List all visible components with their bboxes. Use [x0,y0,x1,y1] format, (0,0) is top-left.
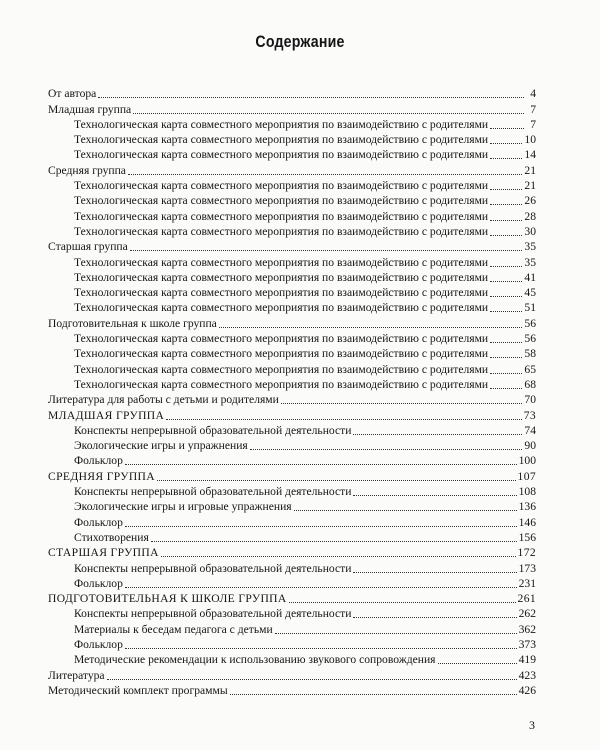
toc-entry-title: От автора [48,87,97,101]
toc-entry [48,101,536,116]
toc-entry-title: Технологическая карта совместного мероприятия по взаимодействию с родителями [74,148,489,162]
toc-entry [48,484,536,499]
toc-entry [48,667,536,682]
toc-entry [48,591,536,606]
toc-entry [48,224,536,239]
toc-entry-page: 56 [524,316,536,330]
toc-entry-title: Методический комплект программы [48,683,228,697]
toc-entry-title: Технологическая карта совместного мероприятия по взаимодействию с родителями [74,179,489,193]
toc-entry-page: 4 [530,87,536,101]
dot-leader [490,266,522,267]
toc-entry-title: Технологическая карта совместного мероприятия по взаимодействию с родителями [74,377,489,391]
toc-entry-page: 362 [518,622,536,636]
dot-leader [281,403,523,404]
toc-entry-page: 419 [518,653,536,667]
toc-entry-page: 90 [524,439,536,453]
toc-entry-title: Технологическая карта совместного мероприятия по взаимодействию с родителями [74,224,489,238]
dot-leader [490,189,522,190]
toc-entry [48,346,536,361]
dot-leader [107,679,517,680]
toc-entry-title: МЛАДШАЯ ГРУППА [48,408,165,422]
toc-entry-page: 30 [524,224,536,238]
toc-entry [48,147,536,162]
toc-entry-page: 423 [518,668,536,682]
dot-leader [490,357,522,358]
toc-entry-title: Подготовительная к школе группа [48,316,217,330]
toc-entry-title: Старшая группа [48,240,128,254]
toc-entry-page: 156 [518,530,536,544]
dot-leader [353,495,516,496]
toc-entry-page: 108 [518,485,536,499]
dot-leader [250,449,523,450]
dot-leader [133,113,524,114]
toc-entry-page: 173 [518,561,536,575]
toc-entry-title: Технологическая карта совместного мероприятия по взаимодействию с родителями [74,133,489,147]
toc-entry-title: Технологическая карта совместного мероприятия по взаимодействию с родителями [74,194,489,208]
toc-entry-title: Методические рекомендации к использованию звукового сопровождения [74,653,436,667]
toc-entry-page: 70 [524,393,536,407]
toc-entry [48,300,536,315]
toc-entry-title: Стихотворения [74,530,149,544]
toc-entry-page: 74 [524,423,536,437]
toc-entry [48,132,536,147]
toc-entry-page: 261 [517,592,536,606]
dot-leader [353,617,516,618]
toc-entry-page: 262 [518,607,536,621]
toc-entry [48,637,536,652]
dot-leader [151,541,517,542]
dot-leader [490,158,522,159]
dot-leader [490,220,522,221]
toc-entry [48,530,536,545]
toc-entry [48,423,536,438]
dot-leader [294,510,517,511]
toc-entry-page: 136 [518,500,536,514]
dot-leader [490,281,522,282]
toc-entry-page: 51 [524,301,536,315]
toc-entry-page: 26 [524,194,536,208]
toc-entry-title: Экологические игры и игровые упражнения [74,500,292,514]
dot-leader [125,464,517,465]
toc-entry-title: Фольклор [74,576,123,590]
dot-leader [125,587,517,588]
dot-leader [353,434,522,435]
toc-entry-title: Фольклор [74,515,123,529]
table-of-contents [48,86,536,698]
toc-entry-page: 21 [524,179,536,193]
dot-leader [219,327,523,328]
toc-entry-page: 68 [524,377,536,391]
toc-entry-title: СРЕДНЯЯ ГРУППА [48,469,155,483]
toc-entry [48,315,536,330]
toc-entry-page: 14 [524,148,536,162]
toc-entry [48,576,536,591]
dot-leader [490,128,524,129]
toc-entry-title: Технологическая карта совместного мероприятия по взаимодействию с родителями [74,332,489,346]
toc-entry-page: 28 [524,209,536,223]
toc-entry-page: 73 [523,408,536,422]
toc-entry-title: Материалы к беседам педагога с детьми [74,622,273,636]
dot-leader [490,342,522,343]
toc-entry [48,117,536,132]
toc-entry [48,285,536,300]
toc-entry-page: 45 [524,286,536,300]
toc-entry [48,392,536,407]
toc-entry [48,361,536,376]
toc-entry-title: Технологическая карта совместного мероприятия по взаимодействию с родителями [74,270,489,284]
dot-leader [289,602,516,603]
toc-entry [48,560,536,575]
toc-entry-title: Технологическая карта совместного мероприятия по взаимодействию с родителями [74,117,489,131]
toc-entry-page: 107 [517,469,536,483]
toc-entry-title: Литература для работы с детьми и родителями [48,393,279,407]
toc-entry-page: 65 [524,362,536,376]
toc-entry-title: Конспекты непрерывной образовательной деятельности [74,561,352,575]
toc-entry-page: 21 [524,163,536,177]
toc-entry-title: Литература [48,668,105,682]
toc-entry-page: 231 [518,576,536,590]
toc-entry-title: Конспекты непрерывной образовательной деятельности [74,423,352,437]
toc-entry-page: 100 [518,454,536,468]
toc-entry [48,331,536,346]
toc-entry [48,86,536,101]
dot-leader [490,388,522,389]
dot-leader [166,419,521,420]
toc-entry-page: 56 [524,332,536,346]
toc-entry [48,254,536,269]
dot-leader [130,250,523,251]
toc-entry-title: Технологическая карта совместного мероприятия по взаимодействию с родителями [74,347,489,361]
toc-entry-page: 41 [524,270,536,284]
page-number: 3 [529,718,535,732]
toc-entry-page: 35 [524,255,536,269]
dot-leader [353,572,516,573]
toc-entry-title: ПОДГОТОВИТЕЛЬНАЯ К ШКОЛЕ ГРУППА [48,592,287,606]
dot-leader [125,648,517,649]
toc-entry [48,499,536,514]
dot-leader [128,174,522,175]
toc-entry [48,193,536,208]
dot-leader [490,143,522,144]
toc-entry-title: СТАРШАЯ ГРУППА [48,546,159,560]
toc-entry [48,621,536,636]
toc-entry-title: Технологическая карта совместного мероприятия по взаимодействию с родителями [74,286,489,300]
dot-leader [490,204,522,205]
toc-entry [48,514,536,529]
toc-entry-title: Средняя группа [48,163,126,177]
toc-entry-page: 10 [524,133,536,147]
toc-entry [48,162,536,177]
toc-entry-title: Конспекты непрерывной образовательной деятельности [74,485,352,499]
dot-leader [161,556,516,557]
toc-entry [48,239,536,254]
toc-entry-page: 146 [518,515,536,529]
dot-leader [490,311,522,312]
dot-leader [490,235,522,236]
toc-entry [48,468,536,483]
toc-entry-title: Экологические игры и упражнения [74,439,248,453]
toc-entry-title: Младшая группа [48,102,132,116]
dot-leader [438,663,517,664]
toc-entry-page: 7 [530,102,536,116]
toc-entry [48,178,536,193]
toc-entry-page: 35 [524,240,536,254]
toc-entry [48,407,536,422]
toc-entry [48,208,536,223]
toc-entry-page: 172 [517,546,536,560]
toc-entry [48,545,536,560]
toc-entry [48,652,536,667]
toc-entry [48,377,536,392]
dot-leader [98,97,524,98]
toc-entry-title: Фольклор [74,637,123,651]
toc-entry-page: 373 [518,637,536,651]
toc-entry-page: 58 [524,347,536,361]
toc-entry-title: Технологическая карта совместного мероприятия по взаимодействию с родителями [74,209,489,223]
toc-entry [48,438,536,453]
toc-entry-title: Технологическая карта совместного мероприятия по взаимодействию с родителями [74,362,489,376]
dot-leader [275,633,517,634]
dot-leader [490,373,522,374]
toc-entry-page: 426 [518,683,536,697]
toc-entry [48,453,536,468]
page-title: Содержание [255,33,345,51]
toc-entry-title: Технологическая карта совместного мероприятия по взаимодействию с родителями [74,255,489,269]
dot-leader [157,480,516,481]
toc-entry [48,683,536,698]
dot-leader [125,526,517,527]
dot-leader [230,694,517,695]
toc-entry-page: 7 [530,117,536,131]
toc-entry [48,270,536,285]
toc-entry-title: Фольклор [74,454,123,468]
toc-entry-title: Конспекты непрерывной образовательной деятельности [74,607,352,621]
toc-entry [48,606,536,621]
dot-leader [490,296,522,297]
toc-entry-title: Технологическая карта совместного мероприятия по взаимодействию с родителями [74,301,489,315]
